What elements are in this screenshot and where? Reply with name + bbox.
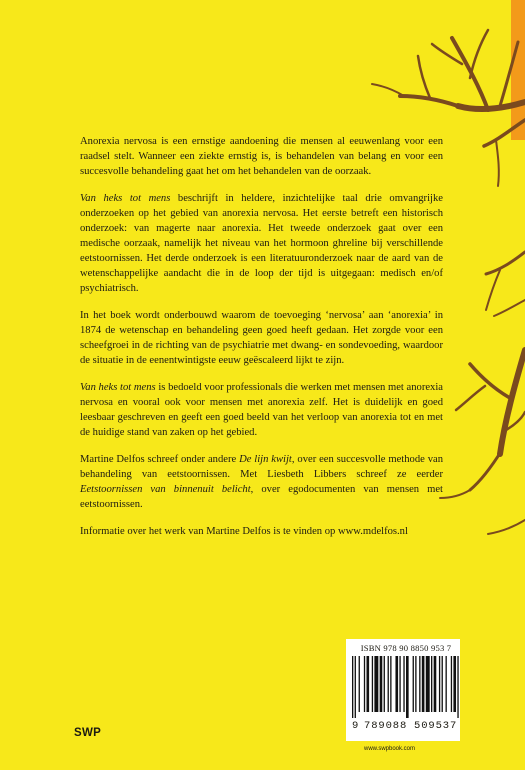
spine-accent-stripe: [511, 0, 525, 140]
barcode-bar: [374, 656, 378, 712]
barcode-bar: [366, 656, 369, 712]
author-book-title: De lijn kwijt: [239, 454, 292, 465]
back-cover-blurb: [80, 134, 443, 551]
barcode-bar: [406, 656, 409, 718]
barcode-digit-first: 9: [352, 720, 359, 732]
barcode-bar: [372, 656, 373, 712]
isbn-label: ISBN 978 90 8850 953 7: [360, 643, 452, 653]
barcode-bar: [384, 656, 385, 712]
barcode-bar: [434, 656, 437, 712]
barcode-bar: [442, 656, 443, 712]
barcode-image: [352, 656, 460, 718]
barcode-bar: [457, 656, 458, 718]
author-book-title: Eetstoornissen van binnenuit belicht: [80, 484, 251, 495]
barcode-bar: [352, 656, 353, 718]
blurb-paragraph-research: Van heks tot mens beschrijft in heldere, inzichtelijke taal drie omvangrijke onderzoeken op het gebied van anorexia nervosa. Het eerste betreft een historisch onderzoek: van magerte naar anorexia. Het tweede onderzoek gaat over een medische oorzaak, namelijk het niveau van het hormoon ghreline bij verschillende eetstoornissen. Het derde onderzoek is een literatuuronderzoek naar de aard van de wetenschappelijke aandacht die in de loop der tijd is uitgegaan: medisch en/of psychiatrisch.: [80, 193, 443, 294]
book-title: Van heks tot mens: [80, 193, 171, 204]
barcode-bar: [364, 656, 365, 712]
barcode-bar: [399, 656, 400, 712]
blurb-paragraph-argument: In het boek wordt onderbouwd waarom de toevoeging ‘nervosa’ aan ‘anorexia’ in 1874 de wetenschap en behandeling geen goed heeft gedaan. Het zorgde voor een scheefgroei in de richting van de psychiatrie met dwang- en sondevoeding, waardoor de situatie in de eenentwintigste eeuw geëscaleerd lijkt te zijn.: [80, 310, 443, 366]
barcode-bar: [419, 656, 420, 712]
barcode-bar: [390, 656, 391, 712]
barcode-bar: [446, 656, 447, 712]
barcode-bar: [415, 656, 416, 712]
barcode-bar: [422, 656, 425, 712]
barcode-bar: [403, 656, 404, 712]
barcode-bar: [395, 656, 398, 712]
barcode-bar: [380, 656, 383, 712]
blurb-website-info: Informatie over het werk van Martine Delfos is te vinden op www.mdelfos.nl: [80, 526, 408, 537]
barcode-bar: [426, 656, 430, 712]
barcode-bar: [431, 656, 432, 712]
barcode-bar: [355, 656, 356, 718]
blurb-paragraph-audience: Van heks tot mens is bedoeld voor professionals die werken met mensen met anorexia nervosa en vooral ook voor mensen met anorexia zelf. Het is duidelijk en goed leesbaar geschreven en geeft een goed beeld van het verloop van anorexia tot en met de huidige stand van zaken op het gebied.: [80, 382, 444, 438]
barcode-digits: [352, 720, 460, 733]
barcode-bar: [359, 656, 360, 712]
book-title: Van heks tot mens: [80, 382, 156, 393]
barcode-digits-left: 789088: [364, 720, 408, 732]
barcode-bar: [413, 656, 414, 712]
barcode-bar: [439, 656, 440, 712]
blurb-paragraph-intro: Anorexia nervosa is een ernstige aandoening die mensen al eeuwenlang voor een raadsel stelt. Wanneer een ziekte ernstig is, is behandelen van belang en voor een succesvolle behandeling gaat het om het behandelen van de oorzaak.: [80, 136, 443, 177]
publisher-logo: SWP: [74, 727, 102, 739]
barcode-bar: [453, 656, 456, 712]
publisher-website: www.swpbook.com: [364, 746, 416, 752]
barcode-bar: [451, 656, 452, 712]
barcode-digits-right: 509537: [414, 720, 458, 732]
barcode-bar: [388, 656, 389, 712]
blurb-paragraph-author: Martine Delfos schreef onder andere De lijn kwijt, over een succesvolle methode van behandeling van eetstoornissen. Met Liesbeth Libbers schreef ze eerder Eetstoornissen van binnenuit belicht, over egodocumenten van mensen met eetstoornissen.: [80, 454, 444, 510]
